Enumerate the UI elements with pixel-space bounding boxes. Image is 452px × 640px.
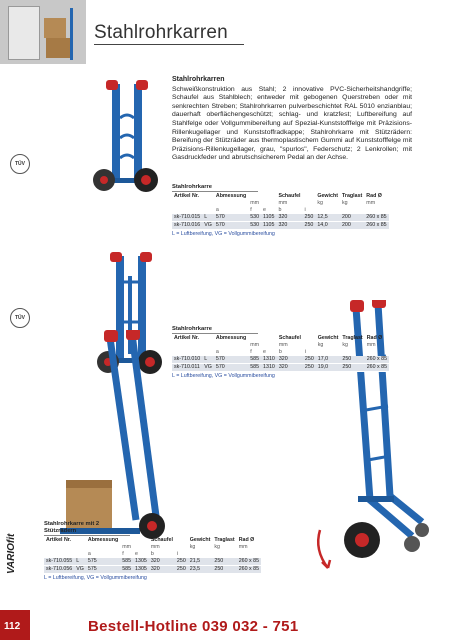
table-cell: mm xyxy=(366,200,376,206)
table-cell: 19,0 xyxy=(316,364,341,372)
table-cell: i xyxy=(176,551,179,557)
table-cell: 260 x 85 xyxy=(238,566,260,572)
table-cell: 200 xyxy=(340,214,364,222)
table-cell xyxy=(44,551,74,558)
table-cell: Traglast xyxy=(342,335,363,341)
table-cell xyxy=(202,207,214,214)
table-cell: 1310 xyxy=(263,356,275,362)
table-cell: Artikel Nr. xyxy=(174,193,200,199)
table-row xyxy=(44,558,261,566)
table-cell: a xyxy=(215,207,219,213)
table-cell: Abmessung xyxy=(215,193,247,199)
table-cell: mm xyxy=(250,200,260,206)
table-cell xyxy=(202,200,214,207)
table-cell: kg xyxy=(342,342,348,348)
trolley-illustration-3 xyxy=(56,330,176,540)
table-cell: mm xyxy=(238,544,248,550)
table-cell: 260 x 85 xyxy=(238,558,260,564)
intro-text-block xyxy=(172,76,412,163)
table-cell: a xyxy=(87,551,91,557)
table-cell: 250 xyxy=(304,364,314,370)
table-cell: a xyxy=(215,349,219,355)
table-cell xyxy=(86,544,120,551)
table-cell: sk-710.010 xyxy=(174,356,201,362)
table-cell: 585 xyxy=(122,566,132,572)
spec-table xyxy=(44,537,261,574)
table-cell xyxy=(303,200,316,207)
table-cell: Artikel Nr. xyxy=(174,335,200,341)
table-cell: e xyxy=(263,349,266,355)
table-cell: Schaufel xyxy=(278,193,301,199)
table-cell: mm xyxy=(366,342,376,348)
page-number: 112 xyxy=(4,621,21,632)
table-cell xyxy=(261,342,277,349)
table-cell: f xyxy=(250,349,252,355)
table-cell: b xyxy=(278,349,282,355)
table-cell: Gewicht xyxy=(317,193,338,199)
table-cell xyxy=(202,193,214,200)
spec-table xyxy=(172,335,389,372)
brand-logo: VARIOfit xyxy=(6,533,17,574)
order-hotline: Bestell-Hotline 039 032 - 751 xyxy=(88,618,299,635)
table-cell: mm xyxy=(250,342,260,348)
table-cell: 260 x 85 xyxy=(366,222,387,228)
table-cell: 320 xyxy=(277,364,303,372)
table-cell xyxy=(340,207,364,214)
table-cell: i xyxy=(304,207,306,213)
photo-box xyxy=(46,38,72,58)
table-cell xyxy=(315,207,340,214)
table-cell: b xyxy=(150,551,154,557)
table-cell xyxy=(340,349,364,356)
table-cell: VG xyxy=(204,222,212,228)
title-underline xyxy=(94,44,244,45)
table-cell: 1105 xyxy=(263,214,275,220)
table-cell xyxy=(133,544,149,551)
table-header-row xyxy=(172,193,389,200)
table-cell: mm xyxy=(278,200,288,206)
table-cell: 250 xyxy=(176,566,186,572)
table-cell: 250 xyxy=(304,222,314,228)
table-cell: mm xyxy=(278,342,288,348)
table-cell: 260 x 85 xyxy=(366,356,388,362)
table-cell: 250 xyxy=(212,558,236,566)
table-cell xyxy=(364,207,388,214)
table-cell xyxy=(303,335,316,342)
table-cell: 12,5 xyxy=(315,214,340,222)
spec-table xyxy=(172,193,389,230)
photo-box xyxy=(44,18,66,38)
table-cell xyxy=(133,537,149,544)
page-title: Stahlrohrkarren xyxy=(94,22,228,43)
table-cell: i xyxy=(304,349,307,355)
table-cell: sk-710.015 xyxy=(174,214,201,220)
table-header-row xyxy=(44,537,261,544)
table-cell: sk-710.056 xyxy=(46,566,73,572)
table-header-row xyxy=(172,342,389,349)
table-cell: Abmessung xyxy=(87,537,119,543)
table-cell: 570 xyxy=(214,222,248,230)
table-cell: Traglast xyxy=(214,537,235,543)
table-cell: VG xyxy=(76,566,84,572)
table-cell: 17,0 xyxy=(316,356,341,364)
table-cell: 320 xyxy=(149,558,175,566)
table-cell: 575 xyxy=(86,566,120,574)
table-cell: 250 xyxy=(304,214,314,220)
table-cell: f xyxy=(250,207,252,213)
table-cell xyxy=(175,544,188,551)
table-cell: 1305 xyxy=(135,558,147,564)
table-cell: kg xyxy=(189,544,196,550)
table-cell: kg xyxy=(317,342,324,348)
table-cell: 570 xyxy=(214,364,248,372)
tyre-legend-note: L = Luftbereifung, VG = Vollgummibereifung xyxy=(44,575,147,581)
table-cell: 320 xyxy=(276,222,302,230)
tuv-seal-label: TÜV xyxy=(15,315,25,321)
intro-heading: Stahlrohrkarren xyxy=(172,76,225,83)
photo-trolley xyxy=(70,8,73,60)
table-cell: b xyxy=(278,207,282,213)
table-row xyxy=(172,214,389,222)
table-cell xyxy=(261,200,276,207)
table-cell xyxy=(74,537,86,544)
table-header-row xyxy=(44,551,261,558)
table-cell: Rad Ø xyxy=(366,193,382,199)
table-row xyxy=(172,364,389,372)
table-cell: 1310 xyxy=(263,364,275,370)
table-cell xyxy=(365,349,389,356)
table-cell xyxy=(303,342,316,349)
table-cell xyxy=(188,551,213,558)
table-cell: 570 xyxy=(214,356,248,364)
table-cell: Schaufel xyxy=(278,335,301,341)
table-cell: Gewicht xyxy=(317,335,339,341)
table-cell: 320 xyxy=(149,566,175,574)
table-cell: 250 xyxy=(304,356,314,362)
table-cell xyxy=(172,200,202,207)
table-cell: L xyxy=(202,356,214,364)
table-cell: Gewicht xyxy=(189,537,211,543)
table-cell: mm xyxy=(122,544,132,550)
table-cell: 250 xyxy=(340,364,364,372)
tyre-legend-note: L = Luftbereifung, VG = Vollgummibereifung xyxy=(172,231,275,237)
table-cell: sk-710.011 xyxy=(172,364,202,372)
table-cell xyxy=(316,349,341,356)
table-cell: 260 x 85 xyxy=(366,364,388,370)
table-cell xyxy=(237,551,261,558)
table-row xyxy=(172,222,389,230)
table-cell: Rad Ø xyxy=(238,537,255,543)
spec-table-block-1 xyxy=(172,184,389,238)
table-cell xyxy=(248,193,261,200)
table-cell: 250 xyxy=(176,558,186,564)
table-cell: L xyxy=(202,214,214,222)
table-cell: 200 xyxy=(340,222,364,230)
table-cell: e xyxy=(263,207,266,213)
table-cell: Artikel Nr. xyxy=(46,537,72,543)
photo-door xyxy=(8,6,40,60)
table-header-row xyxy=(172,200,389,207)
table-cell: kg xyxy=(341,200,348,206)
table-cell xyxy=(212,551,236,558)
table-cell: VG xyxy=(204,364,212,370)
table-cell: f xyxy=(122,551,124,557)
tuv-seal-icon xyxy=(10,154,30,174)
table-cell: Rad Ø xyxy=(366,335,383,341)
table-cell: 570 xyxy=(214,214,248,222)
table-cell xyxy=(202,342,214,349)
table-header-row xyxy=(172,207,389,214)
intro-description: Schweißkonstruktion aus Stahl; 2 innovative PVC-Sicherheitshandgriffe; Schaufel aus Stahlblech; entweder mit gebogenen Querstreben oder mit senkrechten Streben; Stahlrohrkarren pulverbeschichtet RAL 5010 enzianblau; dauerhaft oberflächengeschützt; schlag- und kratzfest; Luftbereifung auf Stahlfelge oder Vollgummibereifung auf Spezial-Kunststofffelge mit Präzisions-Rillenkugellager und Kunststoffradkappe; Stahlrohrkarre mit Stützrädern: Bereifung der Stützräder aus thermoplastischem Gummi auf Kunststofffelge mit Präzisions-Rillenkugellager, grau, "spurlos", Federschutz; 2 Lenkrollen; mit Gasdruckfeder und abrutschsicherem Pedal an der Achse. xyxy=(172,85,412,162)
spec-table-title: Stahlrohrkarre xyxy=(172,326,258,334)
table-cell: Abmessung xyxy=(215,335,247,341)
table-row xyxy=(172,356,389,364)
table-cell: sk-710.016 xyxy=(174,222,201,228)
table-cell xyxy=(214,342,248,349)
table-cell xyxy=(261,193,276,200)
spec-table-title: Stahlrohrkarre mit 2 Stützrädern xyxy=(44,521,130,536)
tuv-seal-icon xyxy=(10,308,30,328)
table-cell xyxy=(214,200,248,207)
product-photo xyxy=(0,0,86,64)
tyre-legend-note: L = Luftbereifung, VG = Vollgummibereifung xyxy=(172,373,275,379)
table-cell: 250 xyxy=(340,356,364,364)
table-header-row xyxy=(44,544,261,551)
table-cell xyxy=(202,335,214,342)
table-cell: e xyxy=(135,551,138,557)
table-cell: L xyxy=(74,558,86,566)
table-cell: 250 xyxy=(212,566,236,574)
table-cell: 1105 xyxy=(263,222,275,228)
table-cell xyxy=(303,193,316,200)
spec-table-block-2 xyxy=(172,326,389,380)
table-cell: 21,5 xyxy=(188,558,213,566)
table-cell xyxy=(74,551,86,558)
table-cell xyxy=(202,349,214,356)
table-cell: 260 x 85 xyxy=(366,214,387,220)
table-cell: mm xyxy=(150,544,160,550)
table-cell: 1305 xyxy=(135,566,147,572)
table-row xyxy=(44,566,261,574)
table-cell: 14,0 xyxy=(315,222,340,230)
table-cell: Schaufel xyxy=(150,537,173,543)
table-cell: sk-710.055 xyxy=(46,558,73,564)
trolley-illustration-1 xyxy=(90,78,162,196)
table-cell xyxy=(74,544,86,551)
table-cell: kg xyxy=(214,544,220,550)
table-cell: kg xyxy=(317,200,323,206)
table-cell: 320 xyxy=(277,356,303,364)
table-cell xyxy=(44,544,74,551)
table-cell: 530 xyxy=(250,222,260,228)
table-cell xyxy=(120,537,133,544)
table-cell xyxy=(248,335,261,342)
table-header-row xyxy=(172,349,389,356)
table-cell: 530 xyxy=(250,214,260,220)
table-cell: 585 xyxy=(250,356,260,362)
table-cell xyxy=(172,349,202,356)
spec-table-title: Stahlrohrkarre xyxy=(172,184,258,192)
table-cell xyxy=(175,537,188,544)
table-cell xyxy=(172,342,202,349)
table-cell: 585 xyxy=(122,558,132,564)
spec-table-block-3 xyxy=(44,521,261,582)
tuv-seal-label: TÜV xyxy=(15,161,25,167)
table-cell: 575 xyxy=(86,558,120,566)
table-header-row xyxy=(172,335,389,342)
table-cell: Traglast xyxy=(341,193,363,199)
table-cell xyxy=(172,207,202,214)
table-cell: 320 xyxy=(276,214,302,222)
table-cell: 585 xyxy=(250,364,260,370)
table-cell xyxy=(261,335,277,342)
table-cell: 23,5 xyxy=(188,566,213,574)
